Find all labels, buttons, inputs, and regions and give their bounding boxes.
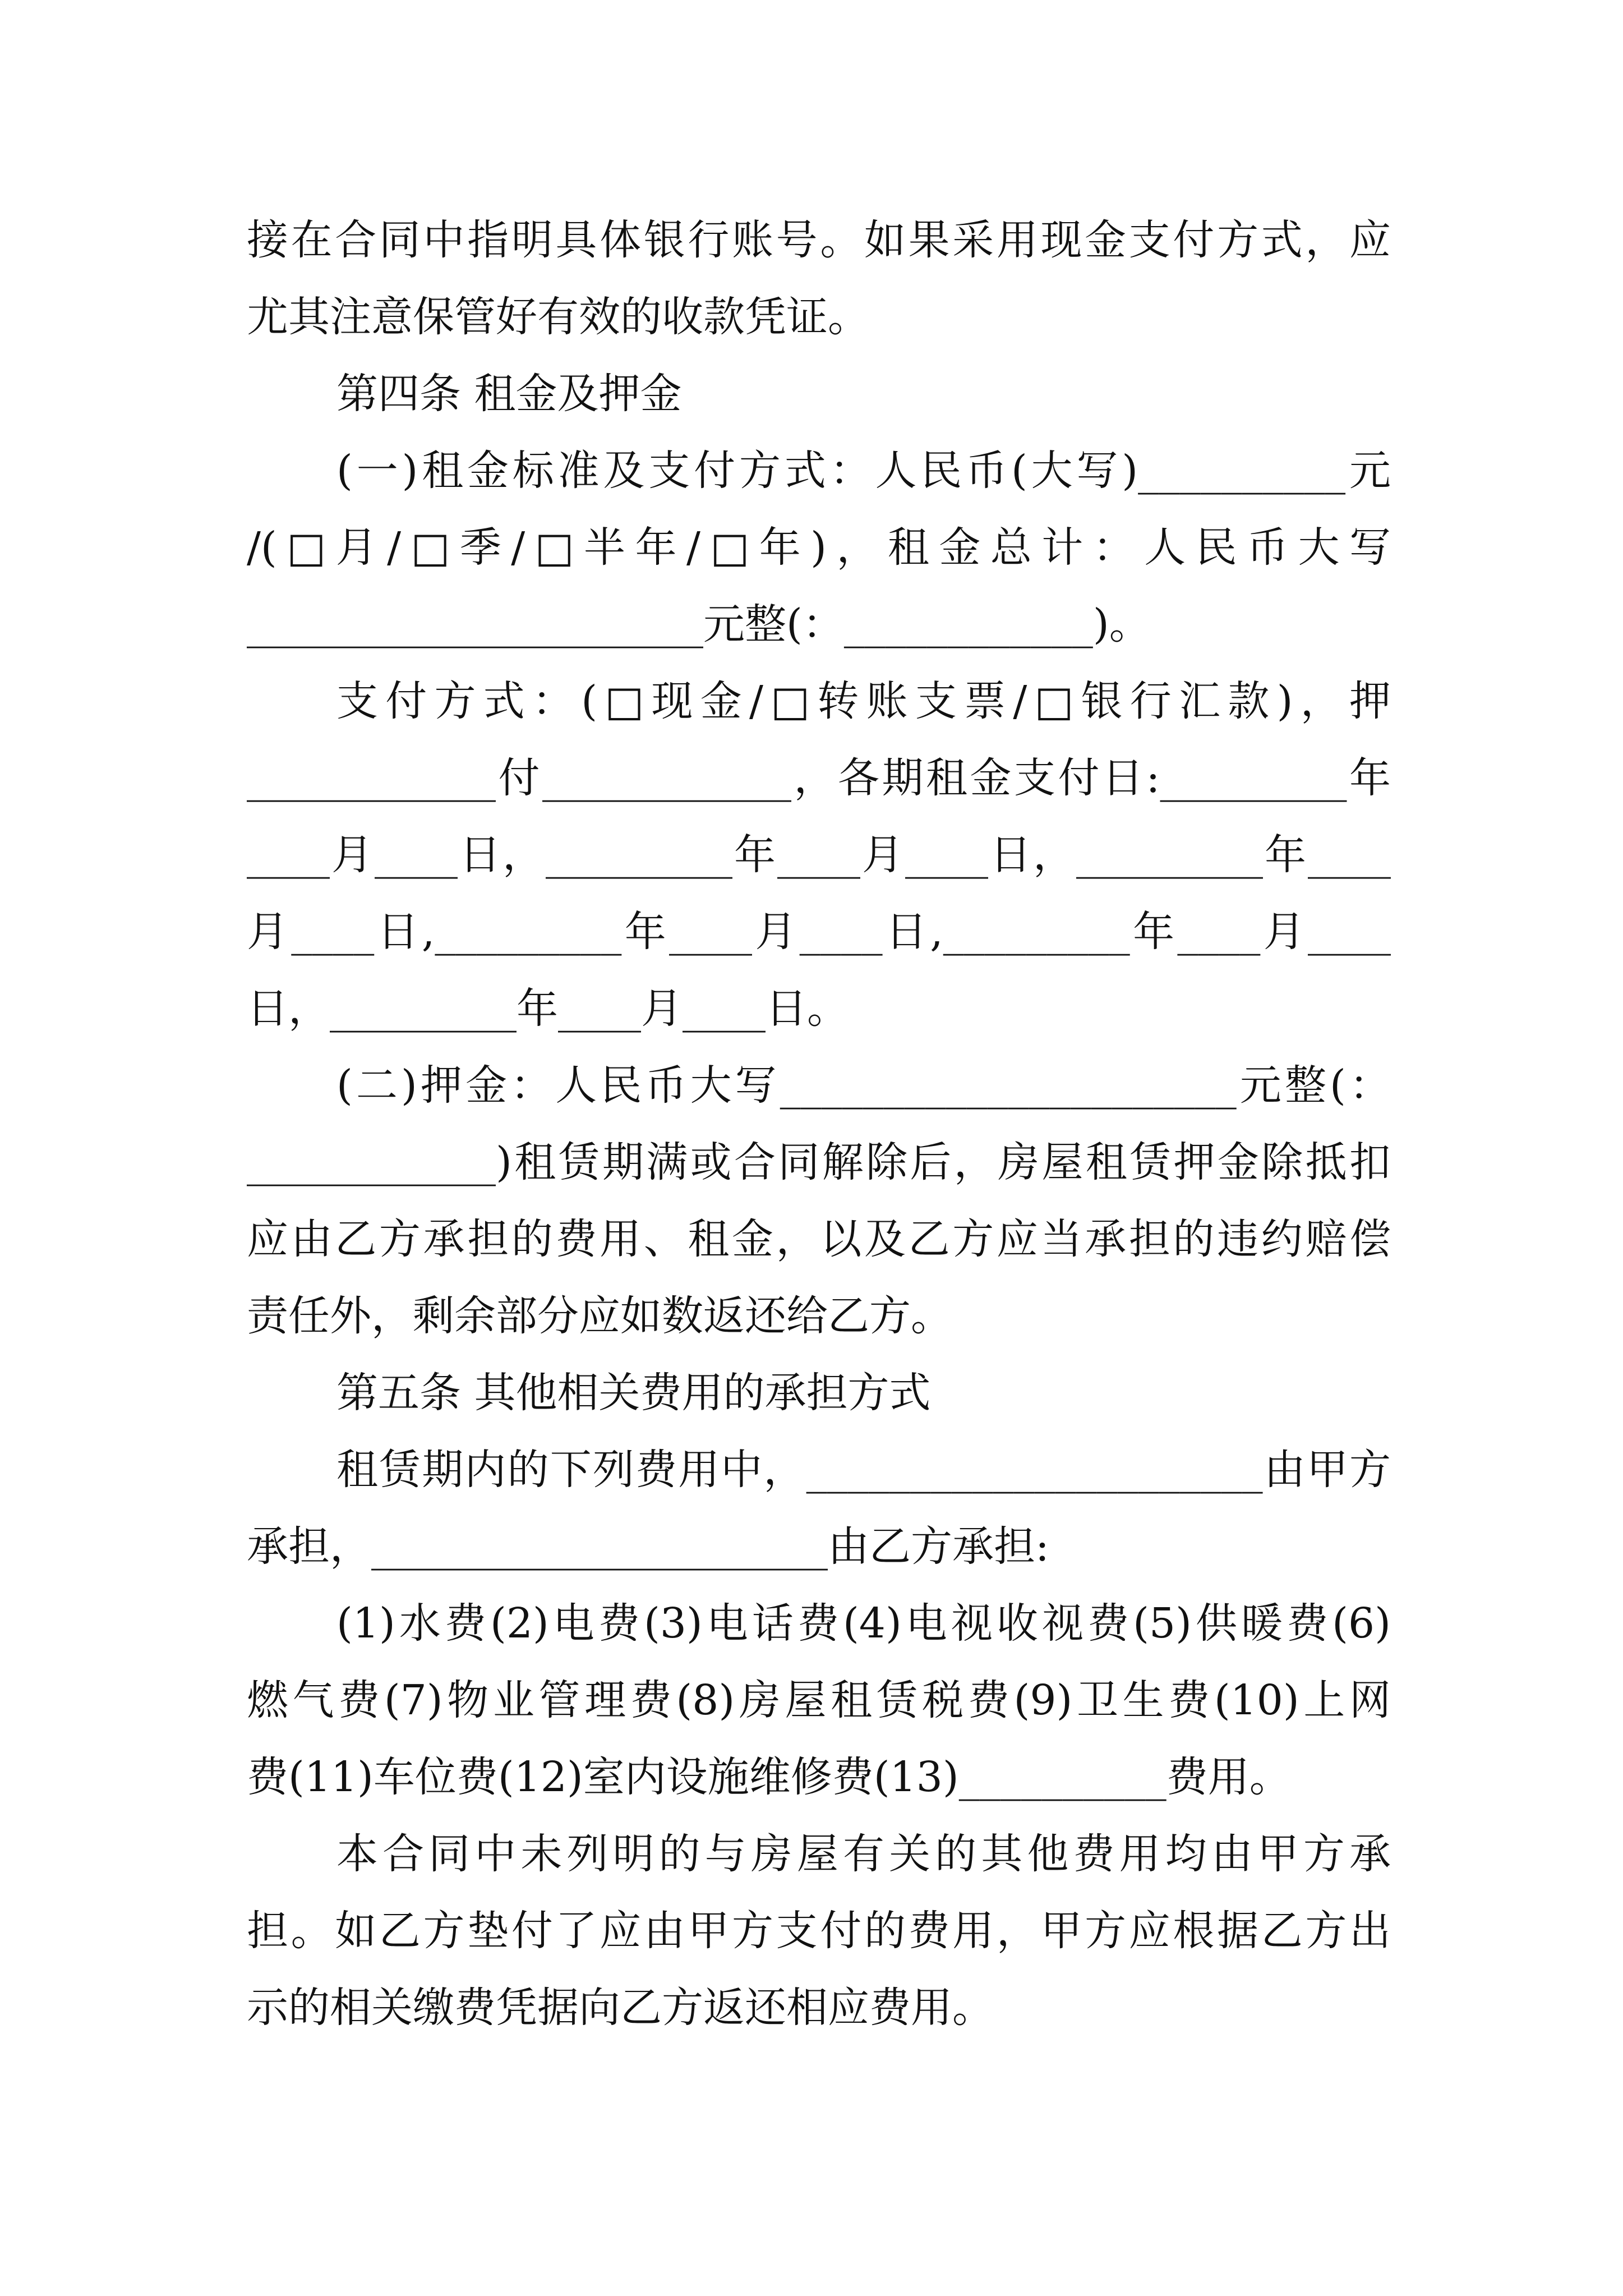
document-body <box>247 202 1391 2046</box>
paragraph-line: ______________________元整(：____________)。 <box>247 600 1151 648</box>
paragraph-line: ____月____日，_________年____月____日，_________年____ <box>247 831 1391 879</box>
paragraph-line: (二)押金：人民币大写______________________元整(： <box>336 1061 1391 1110</box>
paragraph-line: 尤其注意保管好有效的收款凭证。 <box>247 293 869 341</box>
paragraph-line: 费(11)车位费(12)室内设施维修费(13)__________费用。 <box>247 1753 1291 1801</box>
paragraph-line: 燃气费(7)物业管理费(8)房屋租赁税费(9)卫生费(10)上网 <box>247 1676 1391 1724</box>
paragraph-line: 示的相关缴费凭据向乙方返还相应费用。 <box>247 1984 994 2032</box>
paragraph-line: 日，_________年____月____日。 <box>247 984 849 1033</box>
section-heading: 第四条 租金及押金 <box>336 370 682 418</box>
paragraph-line: 应由乙方承担的费用、租金，以及乙方应当承担的违约赔偿 <box>247 1215 1391 1263</box>
paragraph-line: 本合同中未列明的与房屋有关的其他费用均由甲方承 <box>336 1830 1391 1878</box>
paragraph-line: 月____日,_________年____月____日,_________年____月____ <box>247 908 1391 956</box>
paragraph-line: (1)水费(2)电费(3)电话费(4)电视收视费(5)供暖费(6) <box>336 1599 1391 1648</box>
paragraph-line: 支付方式：(□现金/□转账支票/□银行汇款)，押 <box>336 677 1391 725</box>
paragraph-line: 承担，______________________由乙方承担: <box>247 1522 1049 1571</box>
paragraph-line: 责任外，剩余部分应如数返还给乙方。 <box>247 1292 952 1340</box>
paragraph-line: 租赁期内的下列费用中，______________________由甲方 <box>336 1446 1391 1494</box>
section-heading: 第五条 其他相关费用的承担方式 <box>336 1369 931 1417</box>
paragraph-line: ____________付____________，各期租金支付日:_________年 <box>247 754 1391 802</box>
paragraph-line: ____________)租赁期满或合同解除后，房屋租赁押金除抵扣 <box>247 1138 1391 1186</box>
paragraph-line: 担。如乙方垫付了应由甲方支付的费用，甲方应根据乙方出 <box>247 1907 1391 1955</box>
paragraph-line: /(□月/□季/□半年/□年)，租金总计：人民币大写 <box>247 523 1391 572</box>
paragraph-line: (一)租金标准及支付方式：人民币(大写)__________元 <box>336 447 1391 495</box>
paragraph-line: 接在合同中指明具体银行账号。如果采用现金支付方式，应 <box>247 216 1391 264</box>
